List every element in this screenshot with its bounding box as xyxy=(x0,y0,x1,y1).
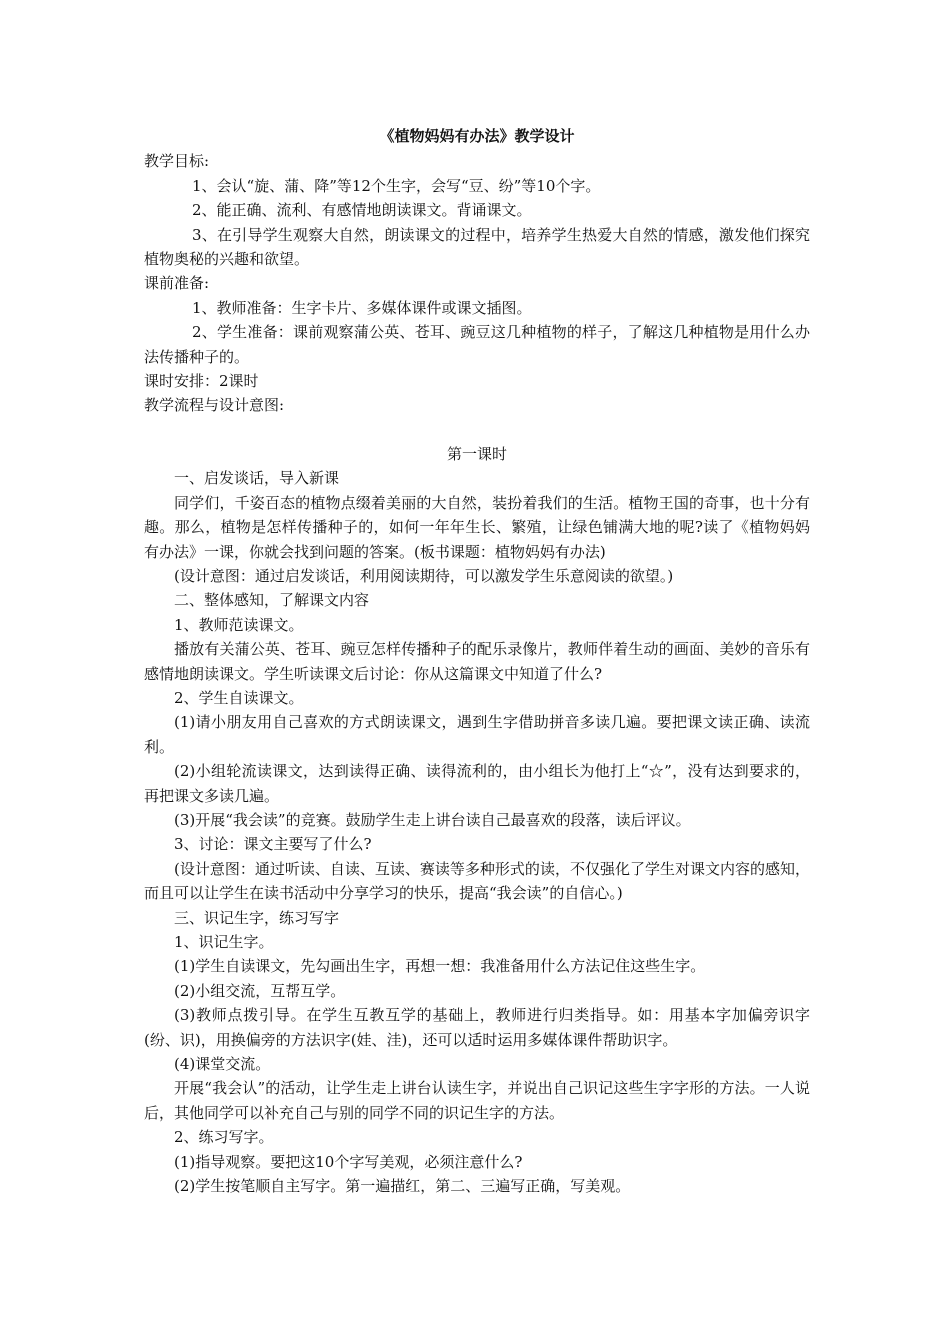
lesson-title: 第一课时 xyxy=(446,444,507,463)
flow-heading: 教学流程与设计意图: xyxy=(144,396,285,415)
body-paragraph: (1)指导观察。要把这10个字写美观，必须注意什么? xyxy=(174,1152,523,1171)
body-paragraph: (2)学生按笔顺自主写字。第一遍描红，第二、三遍写正确，写美观。 xyxy=(174,1177,631,1196)
prep-item: 2、学生准备：课前观察蒲公英、苍耳、豌豆这几种植物的样子，了解这几种植物是用什么办法传播种子的。 xyxy=(144,323,810,366)
section-heading: 二、整体感知，了解课文内容 xyxy=(174,591,370,610)
step-heading: 1、教师范读课文。 xyxy=(174,615,304,634)
prep-item: 1、教师准备：生字卡片、多媒体课件或课文插图。 xyxy=(192,298,532,317)
goal-item: 3、在引导学生观察大自然，朗读课文的过程中，培养学生热爱大自然的情感，激发他们探究植物奥秘的兴趣和欲望。 xyxy=(144,225,810,269)
blank-line xyxy=(144,418,810,442)
prep-heading: 课前准备: xyxy=(144,274,210,293)
document-page xyxy=(144,124,810,1198)
step-heading: 2、练习写字。 xyxy=(174,1128,274,1147)
goals-heading: 教学目标: xyxy=(144,152,210,171)
body-paragraph: (1)请小朋友用自己喜欢的方式朗读课文，遇到生字借助拼音多读几遍。要把课文读正确、读流利。 xyxy=(144,713,810,756)
step-heading: 3、讨论：课文主要写了什么? xyxy=(174,835,372,854)
body-paragraph: (1)学生自读课文，先勾画出生字，再想一想：我准备用什么方法记住这些生字。 xyxy=(174,957,706,976)
goal-item: 2、能正确、流利、有感情地朗读课文。背诵课文。 xyxy=(192,201,532,220)
design-note: (设计意图：通过听读、自读、互读、赛读等多种形式的读，不仅强化了学生对课文内容的感知，而且可以让学生在读书活动中分享学习的快乐，提高“我会读”的自信心。) xyxy=(144,859,810,903)
section-heading: 一、启发谈话，导入新课 xyxy=(174,469,340,488)
section-heading: 三、识记生字，练习写字 xyxy=(174,908,340,927)
body-paragraph: 开展“我会认”的活动，让学生走上讲台认读生字，并说出自己识记这些生字字形的方法。一人说后，其他同学可以补充自己与别的同学不同的识记生字的方法。 xyxy=(144,1079,810,1122)
body-paragraph: (3)教师点拨引导。在学生互教互学的基础上，教师进行归类指导。如：用基本字加偏旁识字(纷、识)，用换偏旁的方法识字(娃、洼)，还可以适时运用多媒体课件帮助识字。 xyxy=(144,1006,810,1049)
body-paragraph: (4)课堂交流。 xyxy=(174,1055,271,1074)
body-paragraph: (2)小组轮流读课文，达到读得正确、读得流利的，由小组长为他打上“☆”，没有达到要求的，再把课文多读几遍。 xyxy=(144,762,810,805)
goal-item: 1、会认“旋、蒲、降”等12个生字，会写“豆、纷”等10个字。 xyxy=(192,176,601,195)
design-note: (设计意图：通过启发谈话，利用阅读期待，可以激发学生乐意阅读的欲望。) xyxy=(174,566,674,585)
document-title: 《植物妈妈有办法》教学设计 xyxy=(379,127,575,145)
body-paragraph: (2)小组交流，互帮互学。 xyxy=(174,981,346,1000)
body-paragraph: 播放有关蒲公英、苍耳、豌豆怎样传播种子的配乐录像片，教师伴着生动的画面、美妙的音乐有感情地朗读课文。学生听读课文后讨论：你从这篇课文中知道了什么? xyxy=(144,640,810,683)
step-heading: 2、学生自读课文。 xyxy=(174,688,304,707)
schedule-line: 课时安排：2课时 xyxy=(144,372,259,391)
body-paragraph: 同学们，千姿百态的植物点缀着美丽的大自然，装扮着我们的生活。植物王国的奇事，也十分有趣。那么，植物是怎样传播种子的，如何一年年生长、繁殖，让绿色铺满大地的呢?读了《植物妈妈有办法》一课，你就会找到问题的答案。(板书课题：植物妈妈有办法) xyxy=(144,493,810,561)
step-heading: 1、识记生字。 xyxy=(174,933,274,951)
body-paragraph: (3)开展“我会读”的竞赛。鼓励学生走上讲台读自己最喜欢的段落，读后评议。 xyxy=(174,810,691,829)
